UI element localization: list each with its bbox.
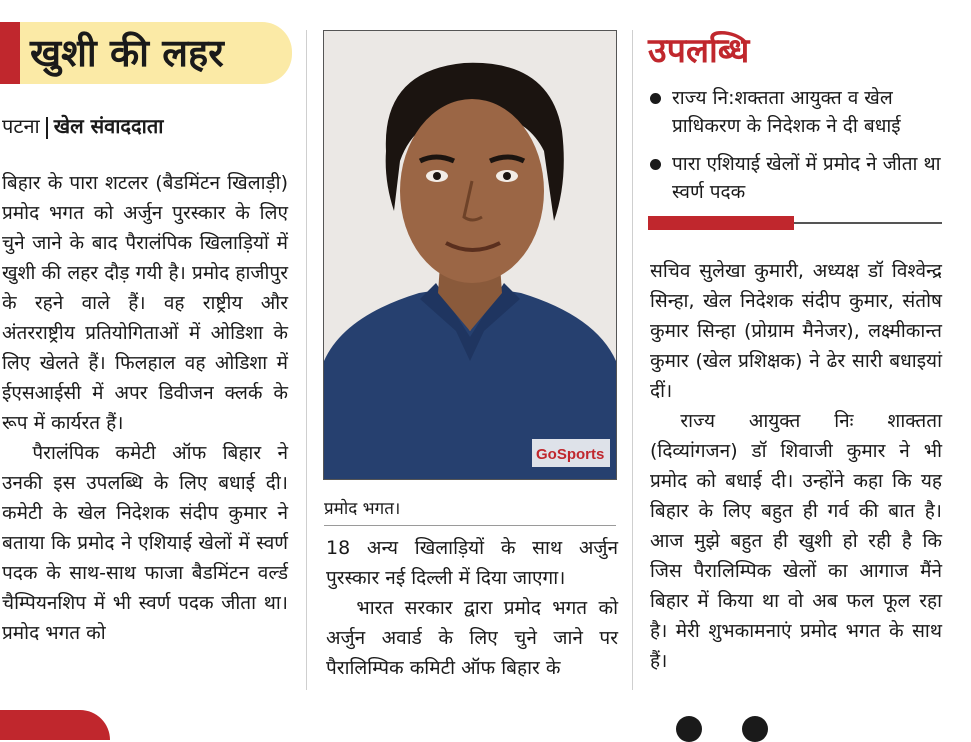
paragraph: 18 अन्य खिलाड़ियों के साथ अर्जुन पुरस्कार नई दिल्ली में दिया जाएगा। (326, 537, 618, 589)
shirt-logo: GoSports (536, 446, 605, 463)
paragraph: सचिव सुलेखा कुमारी, अध्यक्ष डॉ विश्वेन्द्र सिन्हा, खेल निदेशक संदीप कुमार, संतोष कुमार सिन्हा (प्रोग्राम मैनेजर), लक्ष्मीकान्त कुमार (खेल प्रशिक्षक) ने ढेर सारी बधाइयां दीं। (650, 260, 942, 402)
photo-caption: प्रमोद भगत। (324, 499, 401, 519)
athlete-photo (323, 30, 617, 480)
bullet-icon (650, 159, 661, 170)
paragraph: भारत सरकार द्वारा प्रमोद भगत को अर्जुन अवार्ड के लिए चुने जाने पर पैरालिम्पिक कमिटी ऑफ बिहार के (326, 597, 618, 679)
article-column-middle (326, 533, 618, 683)
caption-rule (324, 525, 616, 526)
achievements-rule-accent (648, 216, 794, 230)
next-article-tab (0, 710, 110, 740)
bullet-icon (650, 93, 661, 104)
article-column-right (650, 256, 942, 676)
paragraph: राज्य आयुक्त निः शाक्तता (दिव्यांगजन) डॉ शिवाजी कुमार ने भी प्रमोद को बधाई दी। उन्होंने कहा कि यह बिहार के लिए बहुत ही गर्व की बात है। आज मुझे बहुत ही खुशी हो रही है कि जिस पैरालिम्पिक खेलों का आगाज मैंने बिहार में किया था वो अब फल फूल रहा है। मेरी शुभकामनाएं प्रमोद भगत के साथ हैं। (650, 410, 942, 672)
byline-reporter: खेल संवाददाता (53, 114, 164, 138)
article-column-left (2, 168, 288, 648)
list-item (648, 150, 948, 206)
paragraph: बिहार के पारा शटलर (बैडमिंटन खिलाड़ी) प्रमोद भगत को अर्जुन पुरस्कार के लिए चुने जाने के बाद पैरालंपिक खिलाड़ियों में खुशी की लहर दौड़ गयी है। प्रमोद हाजीपुर के रहने वाले हैं। वह राष्ट्रीय और अंतरराष्ट्रीय प्रतियोगिताओं में ओडिशा के लिए खेलते हैं। फिलहाल वह ओडिशा में ईएसआईसी में अपर डिवीजन क्लर्क के रूप में कार्यरत हैं। (2, 172, 288, 434)
achievement-text: पारा एशियाई खेलों में प्रमोद ने जीता था स्वर्ण पदक (672, 153, 941, 203)
headline: खुशी की लहर (30, 31, 224, 75)
achievements-title: उपलब्धि (648, 31, 750, 71)
byline (2, 112, 163, 139)
byline-place: पटना (2, 114, 40, 138)
bottom-dot-icon (676, 716, 702, 742)
achievements-rule (794, 222, 942, 224)
achievements-list (648, 84, 948, 216)
face-shape (400, 99, 544, 283)
headline-accent-bar (0, 22, 20, 84)
column-divider (306, 30, 307, 690)
list-item (648, 84, 948, 140)
achievement-text: राज्य नि:शक्तता आयुक्त व खेल प्राधिकरण के निदेशक ने दी बधाई (672, 87, 901, 137)
bottom-dot-icon (742, 716, 768, 742)
portrait-illustration (324, 31, 616, 479)
paragraph: पैरालंपिक कमेटी ऑफ बिहार ने उनकी इस उपलब्धि के लिए बधाई दी। कमेटी के खेल निदेशक संदीप कुमार ने बताया कि प्रमोद ने एशियाई खेलों में स्वर्ण पदक के साथ-साथ फाजा बैडमिंटन वर्ल्ड चैम्पियनशिप में भी स्वर्ण पदक जीता था। प्रमोद भगत को (2, 442, 288, 644)
byline-divider (46, 117, 48, 139)
column-divider (632, 30, 633, 690)
